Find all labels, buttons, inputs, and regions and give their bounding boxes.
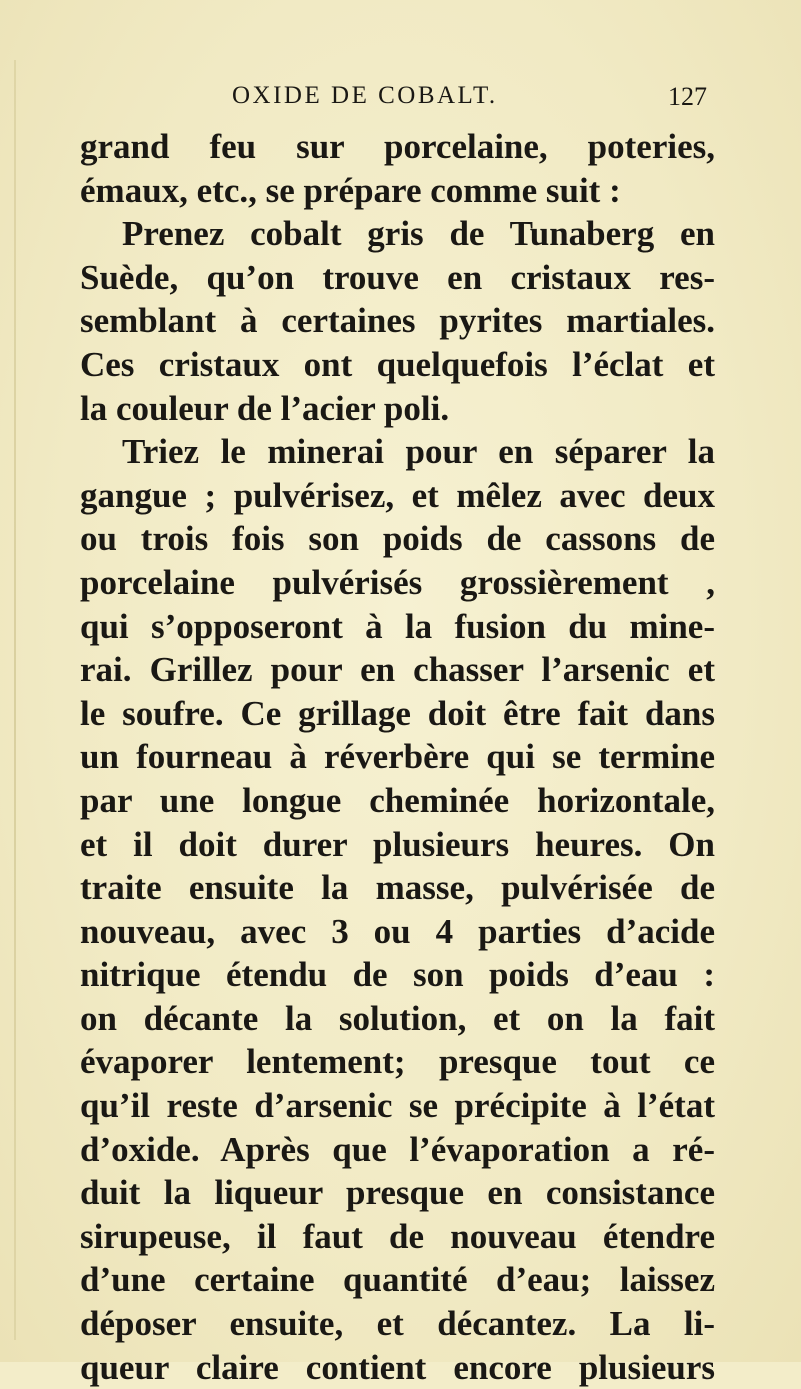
text-line: évaporer lentement; presque tout ce bbox=[80, 1042, 715, 1082]
text-line: et il doit durer plusieurs heures. On bbox=[80, 824, 715, 864]
text-line: Suède, qu’on trouve en cristaux res- bbox=[80, 257, 715, 297]
text-line: qui s’opposeront à la fusion du mine- bbox=[80, 606, 715, 646]
text-line: traite ensuite la masse, pulvérisée de bbox=[80, 868, 715, 908]
text-line: déposer ensuite, et décantez. La li- bbox=[80, 1304, 715, 1344]
text-line: un fourneau à réverbère qui se termine bbox=[80, 737, 715, 777]
text-line: Triez le minerai pour en séparer la bbox=[122, 432, 715, 472]
text-line: nitrique étendu de son poids d’eau : bbox=[80, 955, 715, 995]
text-line: grand feu sur porcelaine, poteries, bbox=[80, 127, 715, 166]
text-line: sirupeuse, il faut de nouveau étendre bbox=[80, 1216, 715, 1256]
running-title: OXIDE DE COBALT. bbox=[232, 82, 498, 109]
text-line: qu’il reste d’arsenic se précipite à l’état bbox=[80, 1086, 715, 1126]
body-text bbox=[80, 125, 715, 1389]
text-line: par une longue cheminée horizontale, bbox=[80, 780, 715, 820]
page-number: 127 bbox=[668, 82, 707, 111]
text-line: émaux, etc., se prépare comme suit : bbox=[80, 170, 621, 210]
text-line: queur claire contient encore plusieurs bbox=[80, 1347, 715, 1387]
text-line: Prenez cobalt gris de Tunaberg en bbox=[122, 214, 715, 254]
text-line: semblant à certaines pyrites martiales. bbox=[80, 301, 715, 341]
text-line: d’une certaine quantité d’eau; laissez bbox=[80, 1260, 715, 1300]
page-header bbox=[0, 82, 801, 122]
text-line: le soufre. Ce grillage doit être fait dans bbox=[80, 693, 715, 733]
text-line: gangue ; pulvérisez, et mêlez avec deux bbox=[80, 475, 715, 515]
text-line: on décante la solution, et on la fait bbox=[80, 998, 715, 1038]
text-line: Ces cristaux ont quelquefois l’éclat et bbox=[80, 344, 715, 384]
text-line: porcelaine pulvérisés grossièrement , bbox=[80, 562, 715, 602]
text-line: la couleur de l’acier poli. bbox=[80, 388, 450, 428]
text-line: rai. Grillez pour en chasser l’arsenic et bbox=[80, 650, 715, 690]
page-gutter-edge bbox=[14, 60, 16, 1340]
text-line: d’oxide. Après que l’évaporation a ré- bbox=[80, 1129, 715, 1169]
text-line: nouveau, avec 3 ou 4 parties d’acide bbox=[80, 911, 715, 951]
text-line: ou trois fois son poids de cassons de bbox=[80, 519, 715, 559]
text-line: duit la liqueur presque en consistance bbox=[80, 1173, 715, 1213]
